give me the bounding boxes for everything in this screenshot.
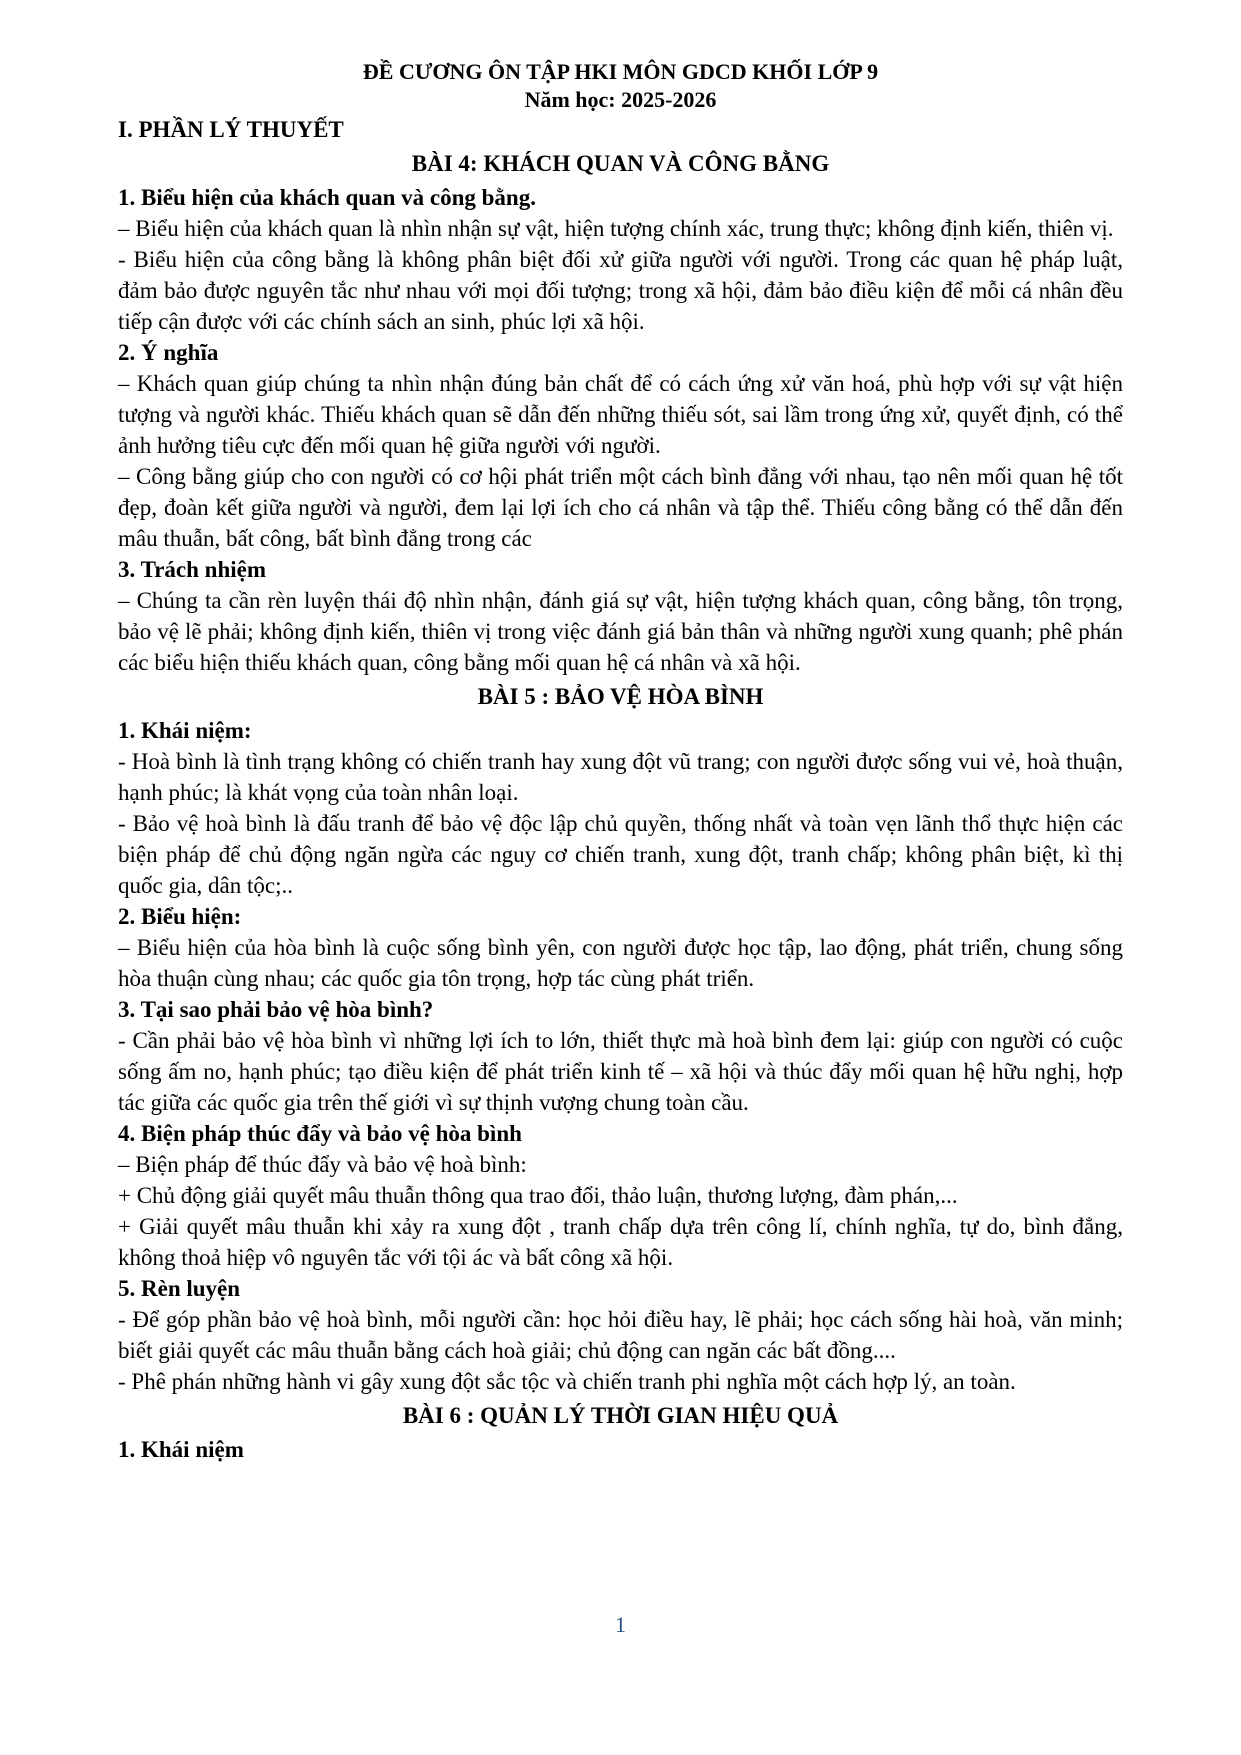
paragraph: - Để góp phần bảo vệ hoà bình, mỗi người cần: học hỏi điều hay, lẽ phải; học cách sống hài hoà, văn minh; biết giải quyết các mâu thuẫn bằng cách hoà giải; chủ động can ngăn các bất đồng.... — [118, 1307, 1123, 1363]
paragraph: - Biểu hiện của công bằng là không phân biệt đối xử giữa người với người. Trong các quan hệ pháp luật, đảm bảo được nguyên tắc như nhau với mọi đối tượng; trong xã hội, đảm bảo điều kiện để mỗi cá nhân đều tiếp cận được với các chính sách an sinh, phúc lợi xã hội. — [118, 247, 1123, 334]
page-number: 1 — [615, 1612, 626, 1637]
section-heading: 3. Trách nhiệm — [118, 557, 267, 582]
school-year: Năm học: 2025-2026 — [524, 87, 717, 112]
section-heading: 1. Khái niệm — [118, 1437, 244, 1462]
paragraph: – Công bằng giúp cho con người có cơ hội phát triển một cách bình đẳng với nhau, tạo nên mối quan hệ tốt đẹp, đoàn kết giữa người và người, đem lại lợi ích cho cá nhân và tập thể. Thiếu công bằng có thể dẫn đến mâu thuẫn, bất công, bất bình đẳng trong các — [118, 464, 1123, 551]
paragraph: – Biểu hiện của hòa bình là cuộc sống bình yên, con người được học tập, lao động, phát triển, chung sống hòa thuận cùng nhau; các quốc gia tôn trọng, hợp tác cùng phát triển. — [118, 935, 1123, 991]
paragraph: - Phê phán những hành vi gây xung đột sắc tộc và chiến tranh phi nghĩa một cách hợp lý, an toàn. — [118, 1369, 1016, 1394]
paragraph: – Biểu hiện của khách quan là nhìn nhận sự vật, hiện tượng chính xác, trung thực; không định kiến, thiên vị. — [118, 216, 1114, 241]
paragraph: - Bảo vệ hoà bình là đấu tranh để bảo vệ độc lập chủ quyền, thống nhất và toàn vẹn lãnh thổ thực hiện các biện pháp để chủ động ngăn ngừa các nguy cơ chiến tranh, xung đột, tranh chấp; không phân biệt, kì thị quốc gia, dân tộc;.. — [118, 811, 1123, 898]
paragraph: + Chủ động giải quyết mâu thuẫn thông qua trao đổi, thảo luận, thương lượng, đàm phán,... — [118, 1183, 958, 1208]
paragraph: + Giải quyết mâu thuẫn khi xảy ra xung đột , tranh chấp dựa trên công lí, chính nghĩa, tự do, bình đẳng, không thoả hiệp vô nguyên tắc với tội ác và bất công xã hội. — [118, 1214, 1123, 1270]
part-heading: I. PHẦN LÝ THUYẾT — [118, 117, 344, 142]
paragraph: - Cần phải bảo vệ hòa bình vì những lợi ích to lớn, thiết thực mà hoà bình đem lại: giúp con người có cuộc sống ấm no, hạnh phúc; tạo điều kiện để phát triển kinh tế – xã hội và thúc đẩy mối quan hệ hữu nghị, hợp tác giữa các quốc gia trên thế giới vì sự thịnh vượng chung toàn cầu. — [118, 1028, 1123, 1115]
paragraph: - Hoà bình là tình trạng không có chiến tranh hay xung đột vũ trang; con người được sống vui vẻ, hoà thuận, hạnh phúc; là khát vọng của toàn nhân loại. — [118, 749, 1123, 805]
paragraph: – Chúng ta cần rèn luyện thái độ nhìn nhận, đánh giá sự vật, hiện tượng khách quan, công bằng, tôn trọng, bảo vệ lẽ phải; không định kiến, thiên vị trong việc đánh giá bản thân và những người xung quanh; phê phán các biểu hiện thiếu khách quan, công bằng mối quan hệ cá nhân và xã hội. — [118, 588, 1123, 675]
paragraph: – Khách quan giúp chúng ta nhìn nhận đúng bản chất để có cách ứng xử văn hoá, phù hợp với sự vật hiện tượng và người khác. Thiếu khách quan sẽ dẫn đến những thiếu sót, sai lầm trong ứng xử, quyết định, có thể ảnh hưởng tiêu cực đến mối quan hệ giữa người với người. — [118, 371, 1123, 458]
document-title: ĐỀ CƯƠNG ÔN TẬP HKI MÔN GDCD KHỐI LỚP 9 — [362, 59, 879, 84]
section-heading: 1. Biểu hiện của khách quan và công bằng. — [118, 185, 536, 210]
section-heading: 5. Rèn luyện — [118, 1276, 241, 1301]
lesson-6-title: BÀI 6 : QUẢN LÝ THỜI GIAN HIỆU QUẢ — [402, 1403, 839, 1428]
section-heading: 3. Tại sao phải bảo vệ hòa bình? — [118, 997, 434, 1022]
lesson-4-title: BÀI 4: KHÁCH QUAN VÀ CÔNG BẰNG — [411, 151, 830, 176]
section-heading: 2. Ý nghĩa — [118, 340, 219, 365]
document-page — [118, 58, 1123, 1465]
paragraph: – Biện pháp để thúc đẩy và bảo vệ hoà bình: — [118, 1152, 527, 1177]
section-heading: 4. Biện pháp thúc đẩy và bảo vệ hòa bình — [118, 1121, 522, 1146]
lesson-5-title: BÀI 5 : BẢO VỆ HÒA BÌNH — [477, 684, 764, 709]
section-heading: 1. Khái niệm: — [118, 718, 252, 743]
section-heading: 2. Biểu hiện: — [118, 904, 242, 929]
